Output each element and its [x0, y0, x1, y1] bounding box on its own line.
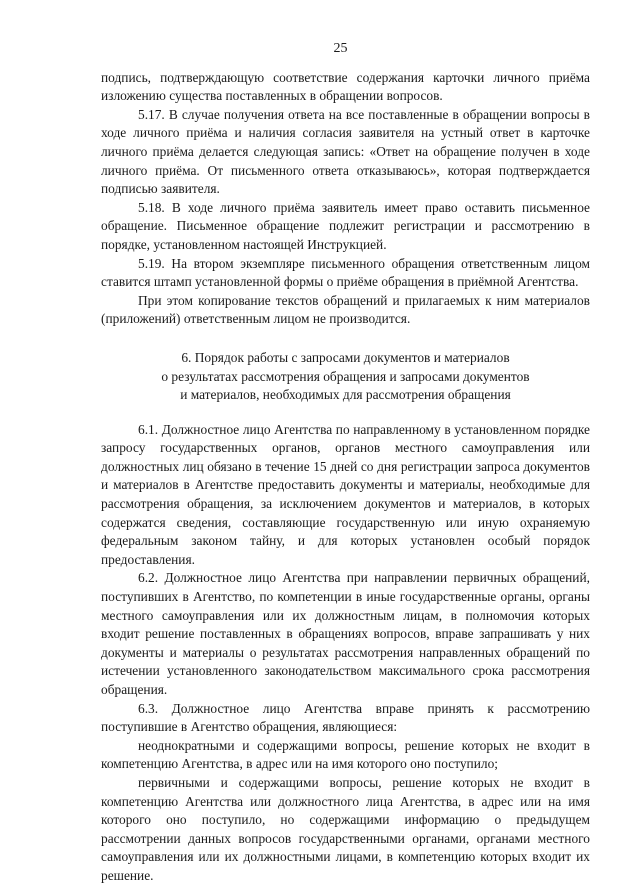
section-6-heading — [101, 349, 590, 405]
paragraph-6-2: 6.2. Должностное лицо Агентства при направлении первичных обращений, поступивших в Агентство, по компетенции в иные государственные органы, органы местного самоуправления или их должностным лицам, в полномочия которых входит решение поставленных в обращениях вопросов, вправе запрашивать у них документы и материалы о результатах рассмотрения направленных обращений по истечении установленного законодательством максимального срока рассмотрения обращения. — [101, 570, 590, 697]
paragraph-5-18: 5.18. В ходе личного приёма заявитель имеет право оставить письменное обращение. Письменное обращение подлежит регистрации и рассмотрению в порядке, установленном настоящей Инструкцией. — [101, 199, 590, 252]
section-6-heading-line-1: 6. Порядок работы с запросами документов и материалов — [181, 349, 510, 365]
paragraph-continuation: подпись, подтверждающую соответствие содержания карточки личного приёма изложению существа поставленных в обращении вопросов. — [101, 69, 590, 104]
paragraph-5-19: 5.19. На втором экземпляре письменного обращения ответственным лицом ставится штамп установленной формы о приёме обращения в приёмной Агентства. — [101, 255, 590, 290]
paragraph-6-3: 6.3. Должностное лицо Агентства вправе принять к рассмотрению поступившие в Агентство обращения, являющиеся: — [101, 700, 590, 735]
paragraph-6-1: 6.1. Должностное лицо Агентства по направленному в установленном порядке запросу государственных органов, органов местного самоуправления или должностных лиц обязано в течение 15 дней со дня регистрации запроса документов и материалов в Агентстве предоставить документы и материалы, необходимые для рассмотрения обращения, за исключением документов и материалов, в которых содержатся сведения, составляющие государственную или иную охраняемую федеральным законом тайну, и для которых установлен особый порядок предоставления. — [101, 421, 590, 567]
section-6-heading-line-3: и материалов, необходимых для рассмотрения обращения — [180, 387, 511, 403]
paragraph-5-17: 5.17. В случае получения ответа на все поставленные в обращении вопросы в ходе личного приёма и наличия согласия заявителя на устный ответ в карточке личного приёма делается следующая запись: «Ответ на обращение получен в ходе личного приёма. От письменного ответа отказываюсь», которая подтверждается подписью заявителя. — [101, 106, 590, 197]
list-item-primary-appeals: первичными и содержащими вопросы, решение которых не входит в компетенцию Агентства или должностного лица Агентства, в адрес или на имя которого оно поступило, но содержащими информацию о предыдущем рассмотрении данных вопросов государственными органами, органами местного самоуправления или их должностными лицами, в компетенцию которых входит их решение. — [101, 774, 590, 883]
paragraph-copying-note: При этом копирование текстов обращений и прилагаемых к ним материалов (приложений) ответственным лицом не производится. — [101, 292, 590, 327]
section-6-heading-line-2: о результатах рассмотрения обращения и запросами документов — [161, 368, 530, 384]
list-item-repeated-appeals: неоднократными и содержащими вопросы, решение которых не входит в компетенцию Агентства, в адрес или на имя которого оно поступило; — [101, 737, 590, 772]
page-number: 25 — [333, 41, 348, 56]
